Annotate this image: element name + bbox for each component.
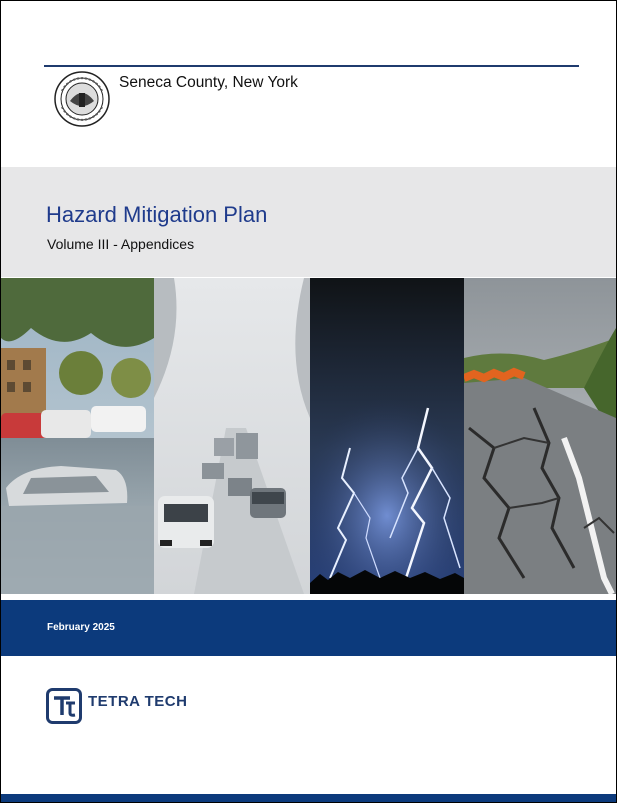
header-rule xyxy=(44,65,579,67)
county-seal-icon xyxy=(54,71,110,127)
publication-date: February 2025 xyxy=(47,622,115,633)
tetra-tech-logo-icon xyxy=(46,688,82,724)
county-name: Seneca County, New York xyxy=(119,74,298,91)
document-title: Hazard Mitigation Plan xyxy=(46,202,268,227)
snowstorm-photo xyxy=(154,278,310,594)
hazard-photo-strip xyxy=(1,278,616,594)
document-subtitle: Volume III - Appendices xyxy=(47,236,195,252)
company-name: TETRA TECH xyxy=(88,693,188,710)
flood-photo xyxy=(1,278,154,594)
bottom-bar xyxy=(1,794,616,802)
earthquake-road-photo xyxy=(464,278,616,594)
lightning-photo xyxy=(310,278,464,594)
